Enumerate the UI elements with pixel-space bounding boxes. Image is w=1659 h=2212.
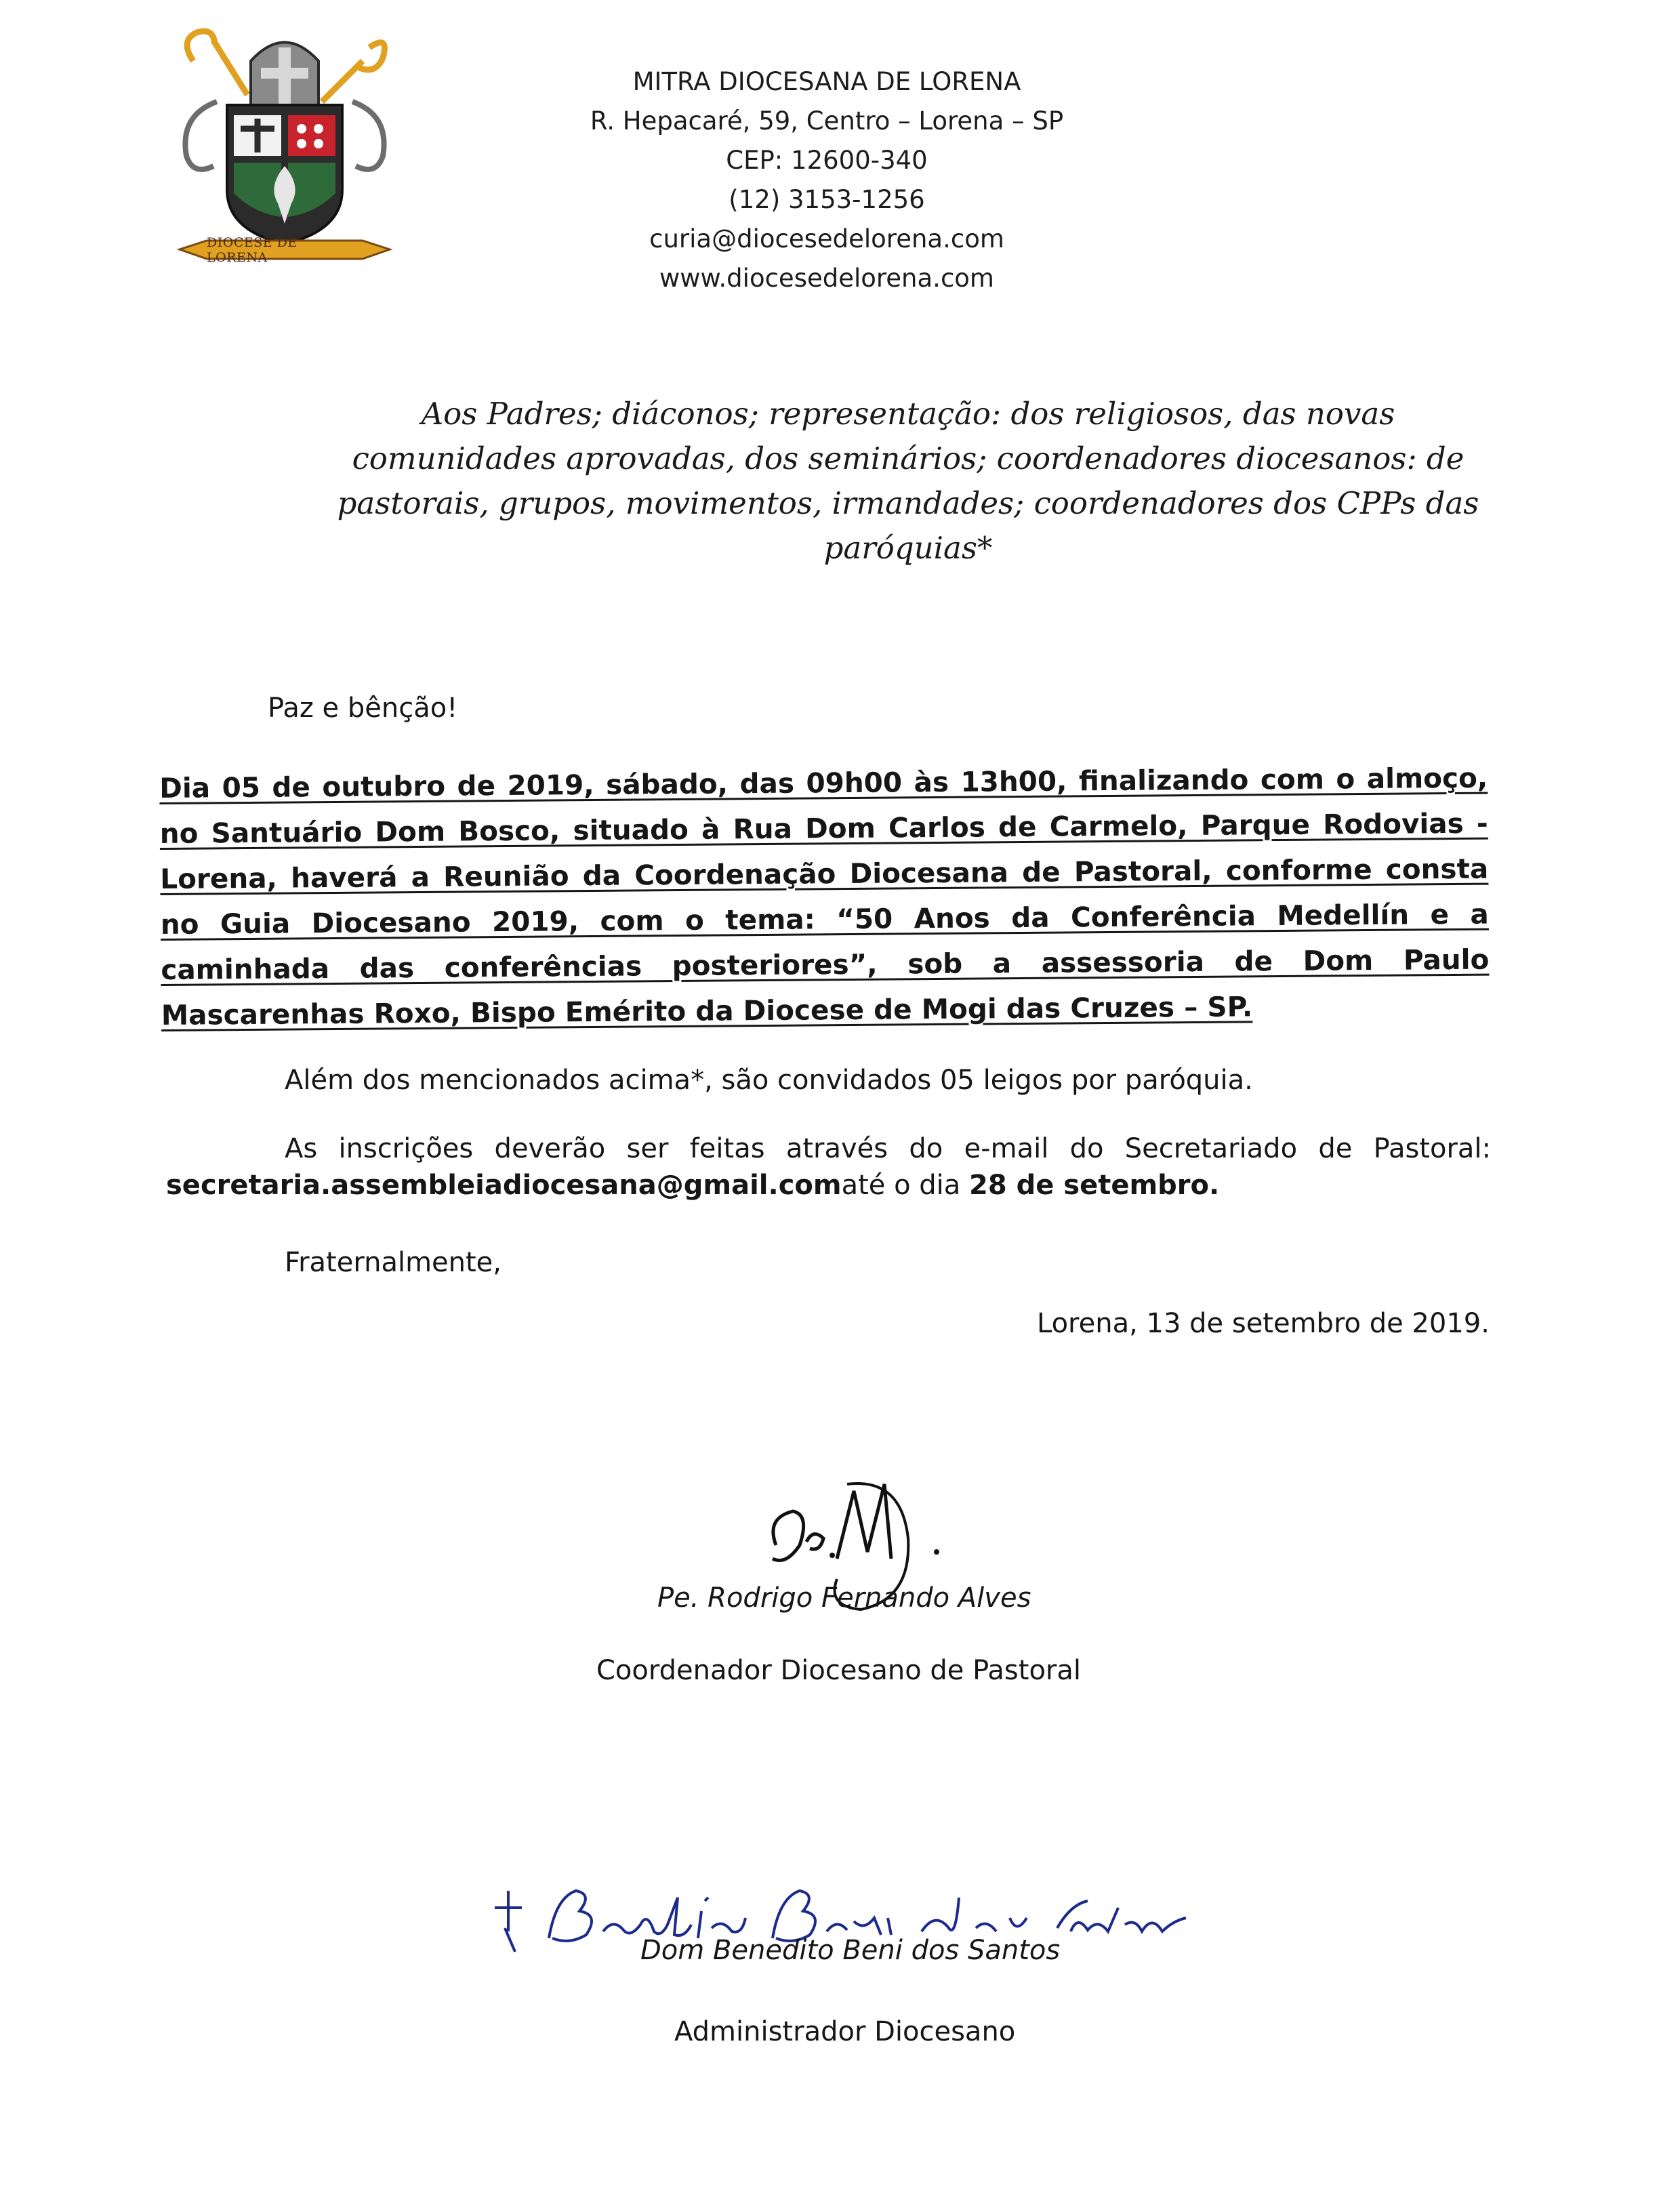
coat-of-arms-emblem: [166, 20, 403, 268]
registration-paragraph: As inscrições deverão ser feitas através do e-mail do Secretariado de Pastoral:: [285, 1133, 1491, 1164]
event-announcement-text: Dia 05 de outubro de 2019, sábado, das 09h00 às 13h00, finalizando com o almoço, no Santuário Dom Bosco, situado à Rua Dom Carlos de Carmelo, Parque Rodovias - Lorena, haverá a Reunião da Coordenação Diocesana de Pastoral, conforme consta no Guia Diocesano 2019, com o tema: “50 Anos da Conferência Medellín e a caminhada das conferências posteriores”, sob a assessoria de Dom Paulo Mascarenhas Roxo, Bispo Emérito da Diocese de Mogi das Cruzes – SP.: [159, 761, 1490, 1031]
place-date: Lorena, 13 de setembro de 2019.: [1037, 1308, 1490, 1339]
registration-details: [166, 1170, 1219, 1201]
closing: Fraternalmente,: [285, 1247, 501, 1278]
invited-paragraph: Além dos mencionados acima*, são convidados 05 leigos por paróquia.: [285, 1065, 1253, 1096]
signatory-1-role: Coordenador Diocesano de Pastoral: [596, 1655, 1081, 1686]
signatory-1-name: Pe. Rodrigo Fernando Alves: [657, 1582, 1031, 1614]
signature-1-scribble: [745, 1464, 1003, 1640]
organization-name: MITRA DIOCESANA DE LORENA: [632, 67, 1021, 96]
greeting: Paz e bênção!: [268, 693, 458, 724]
coat-banner-text: DIOCESE DE LORENA: [207, 235, 298, 265]
organization-cep: CEP: 12600-340: [726, 146, 928, 175]
signatory-2-name: Dom Benedito Beni dos Santos: [640, 1935, 1061, 1966]
registration-deadline: 28 de setembro.: [969, 1170, 1220, 1201]
registration-email[interactable]: secretaria.assembleiadiocesana@gmail.com: [166, 1170, 842, 1201]
addressees: Aos Padres; diáconos; representação: dos religiosos, das novas comunidades aprovadas, dos seminários; coordenadores diocesanos: de pastorais, grupos, movimentos, irmandades; coordenadores dos CPPs das paróquias*: [337, 396, 1479, 566]
organization-email[interactable]: curia@diocesedelorena.com: [649, 224, 1004, 253]
organization-phone: (12) 3153-1256: [729, 185, 925, 214]
event-announcement: [159, 756, 1490, 1038]
letterhead: [522, 62, 1132, 298]
organization-address: R. Hepacaré, 59, Centro – Lorena – SP: [590, 106, 1064, 136]
signatory-2-role: Administrador Diocesano: [674, 2016, 1016, 2047]
diocese-coat-of-arms: [166, 20, 403, 268]
organization-website[interactable]: www.diocesedelorena.com: [659, 264, 994, 293]
registration-middle: até o dia: [841, 1170, 969, 1201]
